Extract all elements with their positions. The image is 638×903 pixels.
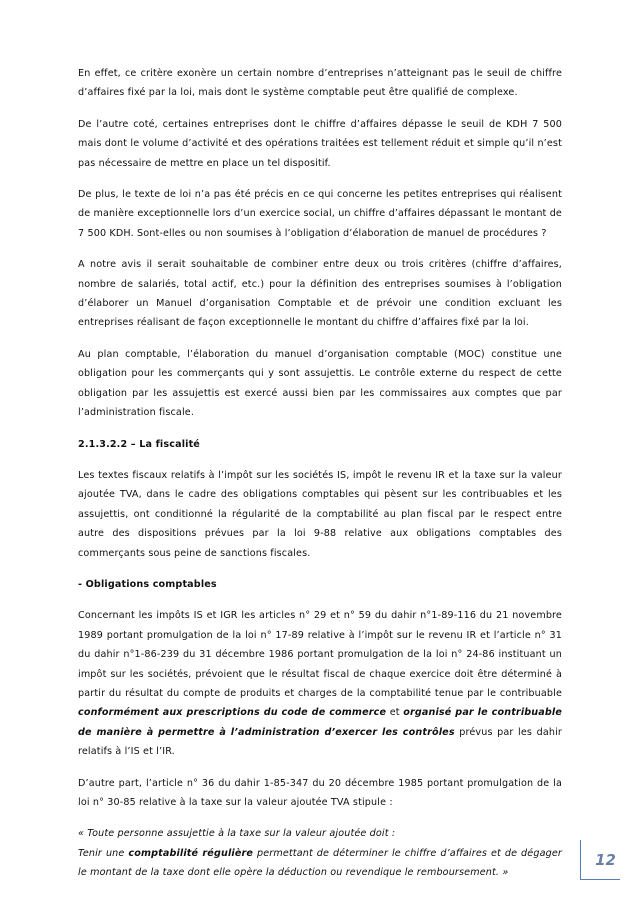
quote-text: Tenir une xyxy=(78,847,129,859)
paragraph: Au plan comptable, l’élaboration du manuel d’organisation comptable (MOC) constitue une obligation pour les commerçants qui y sont assujettis. Le contrôle externe du respect de cette obligation par les assujettis est exercé aussi bien par les commissaires aux comptes que par l’administration fiscale. xyxy=(78,348,562,419)
quote-text: permettant de déterminer le chiffre d’affaires et de dégager le montant de la taxe dont elle opère la déduction ou revendique le remboursement. » xyxy=(78,847,562,879)
paragraph xyxy=(78,606,562,761)
paragraph-text: prévus par les dahir relatifs à l’IS et l’IR. xyxy=(78,726,562,758)
page-number: 12 xyxy=(580,840,620,880)
emphasis-text: conformément aux prescriptions du code de commerce xyxy=(78,707,387,719)
paragraph: De l’autre coté, certaines entreprises dont le chiffre d’affaires dépasse le seuil de KDH 7 500 mais dont le volume d’activité et des opérations traitées est tellement réduit et simple qu’il n’est pas nécessaire de mettre en place un tel dispositif. xyxy=(78,118,562,169)
paragraph: En effet, ce critère exonère un certain nombre d’entreprises n’atteignant pas le seuil de chiffre d’affaires fixé par la loi, mais dont le système comptable peut être qualifié de complexe. xyxy=(78,68,562,99)
quotation xyxy=(78,824,562,882)
document-body xyxy=(78,64,562,895)
paragraph-text: et xyxy=(386,707,404,719)
quote-emphasis: comptabilité régulière xyxy=(128,847,254,859)
section-heading: 2.1.3.2.2 – La fiscalité xyxy=(78,438,200,450)
paragraph: D’autre part, l’article n° 36 du dahir 1-85-347 du 20 décembre 1985 portant promulgation de la loi n° 30-85 relative à la taxe sur la valeur ajoutée TVA stipule : xyxy=(78,777,562,808)
paragraph-text: Concernant les impôts IS et IGR les articles n° 29 et n° 59 du dahir n°1-89-116 du 21 novembre 1989 portant promulgation de la loi n° 17-89 relative à l’impôt sur le revenu IR et l’article n° 31 du dahir n°1-86-239 du 31 décembre 1986 portant promulgation de la loi n° 24-86 instituant un impôt sur les sociétés, prévoient que le résultat fiscal de chaque exercice doit être déterminé à partir du résultat du compte de produits et charges de la comptabilité tenue par le contribuable xyxy=(78,610,562,699)
subsection-heading: - Obligations comptables xyxy=(78,578,217,590)
paragraph: Les textes fiscaux relatifs à l’impôt sur les sociétés IS, impôt le revenu IR et la taxe sur la valeur ajoutée TVA, dans le cadre des obligations comptables qui pèsent sur les contribuables et les assujettis, ont conditionné la régularité de la comptabilité au plan fiscal par le respect entre autre des dispositions prévues par la loi 9-88 relative aux obligations comptables des commerçants sous peine de sanctions fiscales. xyxy=(78,469,562,559)
paragraph: De plus, le texte de loi n’a pas été précis en ce qui concerne les petites entreprises qui réalisent de manière exceptionnelle lors d’un exercice social, un chiffre d’affaires dépassant le montant de 7 500 KDH. Sont-elles ou non soumises à l’obligation d’élaboration de manuel de procédures ? xyxy=(78,189,562,239)
emphasis-text: organisé par le contribuable de manière à permettre à l’administration d’exercer les contrôles xyxy=(78,707,562,738)
quote-line: « Toute personne assujettie à la taxe sur la valeur ajoutée doit : xyxy=(78,828,396,840)
paragraph: A notre avis il serait souhaitable de combiner entre deux ou trois critères (chiffre d’affaires, nombre de salariés, total actif, etc.) pour la définition des entreprises soumises à l’obligation d’élaborer un Manuel d’organisation Comptable et de prévoir une condition excluant les entreprises réalisant de façon exceptionnelle le montant du chiffre d’affaires fixé par la loi. xyxy=(78,259,562,329)
